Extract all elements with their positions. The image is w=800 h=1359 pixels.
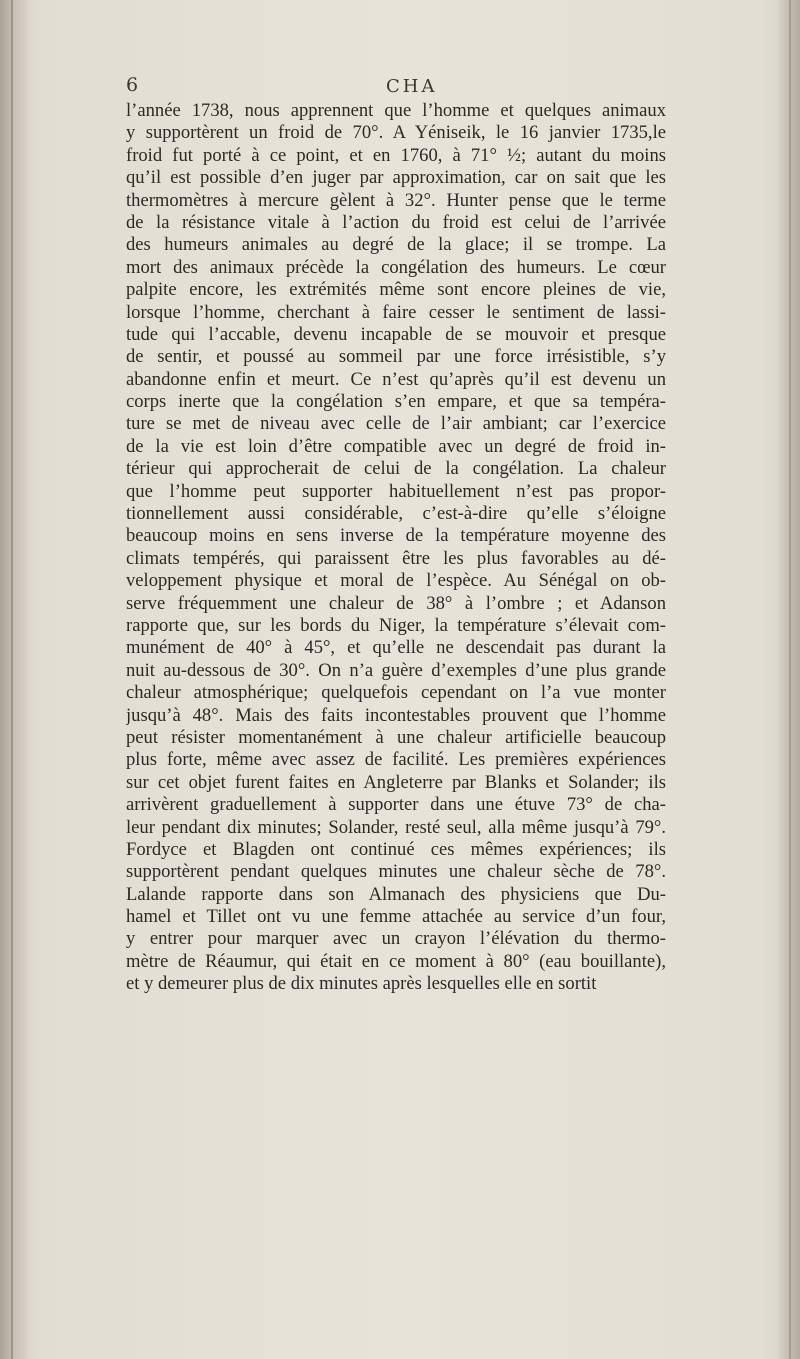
text-line: de la résistance vitale à l’action du froid est celui de l’arrivée bbox=[126, 211, 666, 233]
text-line: hamel et Tillet ont vu une femme attachée au service d’un four, bbox=[126, 906, 666, 928]
page-edge-line bbox=[11, 0, 13, 1359]
text-line: de la vie est loin d’être compatible avec un degré de froid in- bbox=[126, 435, 666, 457]
text-line: nuit au-dessous de 30°. On n’a guère d’exemples d’une plus grande bbox=[126, 659, 666, 681]
text-line: jusqu’à 48°. Mais des faits incontestables prouvent que l’homme bbox=[126, 704, 666, 726]
text-line: rapporte que, sur les bords du Niger, la température s’élevait com- bbox=[126, 614, 666, 636]
text-line: mort des animaux précède la congélation des humeurs. Le cœur bbox=[126, 256, 666, 278]
text-line: froid fut porté à ce point, et en 1760, à 71° ½; autant du moins bbox=[126, 144, 666, 166]
text-line: qu’il est possible d’en juger par approximation, car on sait que les bbox=[126, 167, 666, 189]
text-line: sur cet objet furent faites en Angleterre par Blanks et Solander; ils bbox=[126, 771, 666, 793]
text-line: abandonne enfin et meurt. Ce n’est qu’après qu’il est devenu un bbox=[126, 368, 666, 390]
text-line: tude qui l’accable, devenu incapable de se mouvoir et presque bbox=[126, 323, 666, 345]
text-line: ture se met de niveau avec celle de l’air ambiant; car l’exercice bbox=[126, 413, 666, 435]
text-line: supportèrent pendant quelques minutes une chaleur sèche de 78°. bbox=[126, 861, 666, 883]
text-line: Lalande rapporte dans son Almanach des physiciens que Du- bbox=[126, 883, 666, 905]
text-line: climats tempérés, qui paraissent être les plus favorables au dé- bbox=[126, 547, 666, 569]
text-line: serve fréquemment une chaleur de 38° à l’ombre ; et Adanson bbox=[126, 592, 666, 614]
text-line: chaleur atmosphérique; quelquefois cependant on l’a vue monter bbox=[126, 682, 666, 704]
text-line: y entrer pour marquer avec un crayon l’élévation du thermo- bbox=[126, 928, 666, 950]
text-line: munément de 40° à 45°, et qu’elle ne descendait pas durant la bbox=[126, 637, 666, 659]
page-gutter bbox=[0, 0, 28, 1359]
text-line: arrivèrent graduellement à supporter dans une étuve 73° de cha- bbox=[126, 794, 666, 816]
page-number: 6 bbox=[126, 74, 139, 96]
text-line: plus forte, même avec assez de facilité. Les premières expériences bbox=[126, 749, 666, 771]
text-line: que l’homme peut supporter habituellement n’est pas propor- bbox=[126, 480, 666, 502]
text-line: Fordyce et Blagden ont continué ces mêmes expériences; ils bbox=[126, 838, 666, 860]
text-line: palpite encore, les extrémités même sont encore pleines de vie, bbox=[126, 279, 666, 301]
text-line: peut résister momentanément à une chaleur artificielle beaucoup bbox=[126, 726, 666, 748]
text-line: mètre de Réaumur, qui était en ce moment à 80° (eau bouillante), bbox=[126, 950, 666, 972]
text-line: leur pendant dix minutes; Solander, resté seul, alla même jusqu’à 79°. bbox=[126, 816, 666, 838]
text-line: beaucoup moins en sens inverse de la température moyenne des bbox=[126, 525, 666, 547]
body-text bbox=[126, 100, 666, 996]
running-head: CHA bbox=[386, 76, 438, 97]
text-line: veloppement physique et moral de l’espèce. Au Sénégal on ob- bbox=[126, 570, 666, 592]
text-line: et y demeurer plus de dix minutes après lesquelles elle en sortit bbox=[126, 973, 597, 995]
text-line: y supportèrent un froid de 70°. A Yéniseik, le 16 janvier 1735,le bbox=[126, 122, 666, 144]
text-line: de sentir, et poussé au sommeil par une force irrésistible, s’y bbox=[126, 346, 666, 368]
text-line: l’année 1738, nous apprennent que l’homme et quelques animaux bbox=[126, 100, 666, 121]
text-line: lorsque l’homme, cherchant à faire cesser le sentiment de lassi- bbox=[126, 301, 666, 323]
text-line: thermomètres à mercure gèlent à 32°. Hunter pense que le terme bbox=[126, 189, 666, 211]
page-right-edge-line bbox=[789, 0, 791, 1359]
text-line: tionnellement aussi considérable, c’est-à-dire qu’elle s’éloigne bbox=[126, 503, 666, 525]
text-line: corps inerte que la congélation s’en empare, et que sa tempéra- bbox=[126, 391, 666, 413]
text-line: des humeurs animales au degré de la glace; il se trompe. La bbox=[126, 234, 666, 256]
text-line: térieur qui approcherait de celui de la congélation. La chaleur bbox=[126, 458, 666, 480]
